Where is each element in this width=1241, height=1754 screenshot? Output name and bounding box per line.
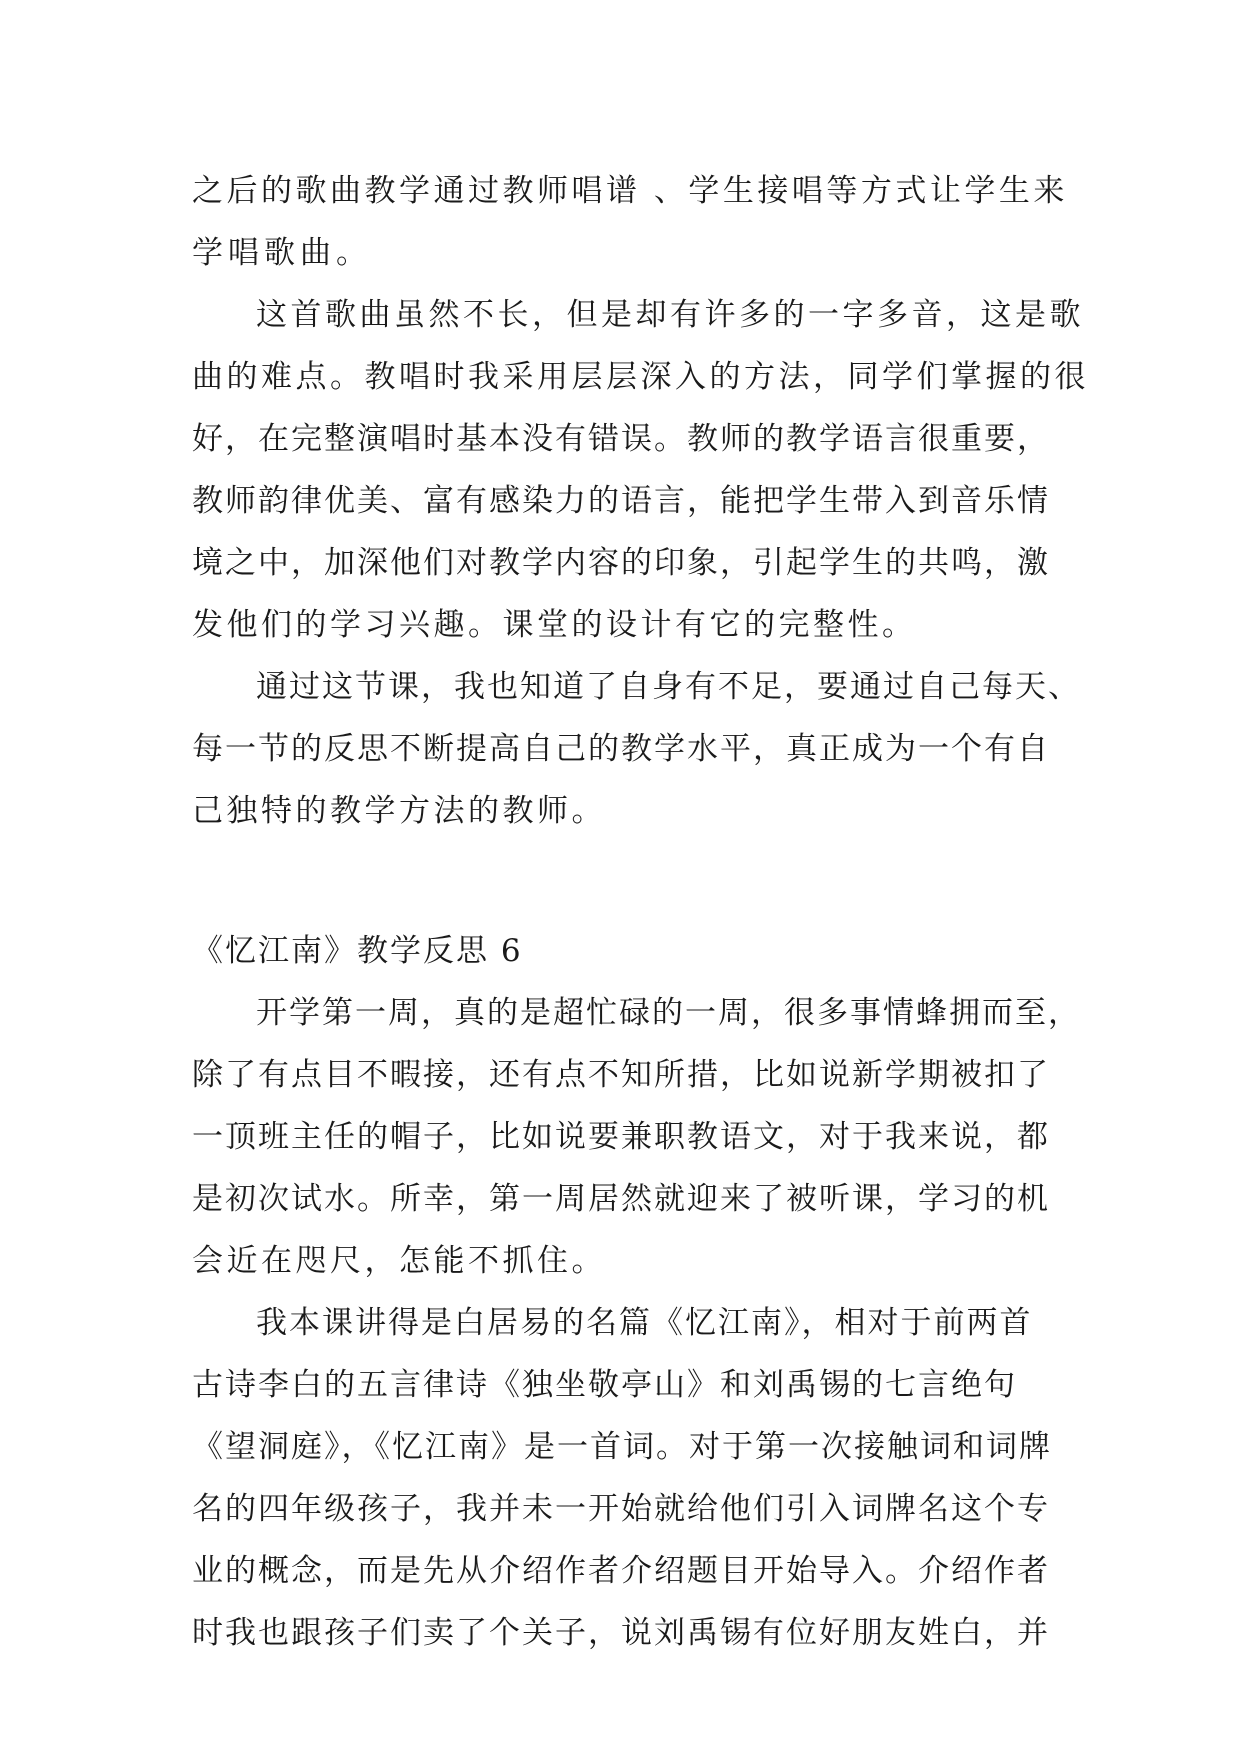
paragraph-line: 好，在完整演唱时基本没有错误。教师的教学语言很重要， [192, 421, 1050, 457]
paragraph-line: 古诗李白的五言律诗《独坐敬亭山》和刘禹锡的七言绝句 [192, 1367, 1017, 1403]
paragraph-line: 名的四年级孩子，我并未一开始就给他们引入词牌名这个专 [192, 1491, 1050, 1527]
paragraph-line: 境之中，加深他们对教学内容的印象，引起学生的共鸣，激 [192, 545, 1050, 581]
paragraph-line: 曲的难点。教唱时我采用层层深入的方法，同学们掌握的很 [192, 359, 1089, 395]
paragraph-line: 这首歌曲虽然不长，但是却有许多的一字多音，这是歌 [256, 297, 1084, 333]
paragraph-line: 教师韵律优美、富有感染力的语言，能把学生带入到音乐情 [192, 483, 1050, 519]
paragraph-line: 会近在咫尺，怎能不抓住。 [192, 1243, 606, 1279]
paragraph-line: 是初次试水。所幸，第一周居然就迎来了被听课，学习的机 [192, 1181, 1050, 1217]
paragraph-line: 通过这节课，我也知道了自身有不足，要通过自己每天、 [256, 669, 1081, 705]
paragraph-line: 开学第一周，真的是超忙碌的一周，很多事情蜂拥而至， [256, 995, 1081, 1031]
section-spacer [192, 842, 1052, 920]
paragraph-line: 己独特的教学方法的教师。 [192, 793, 606, 829]
paragraph-line: 一顶班主任的帽子，比如说要兼职教语文，对于我来说，都 [192, 1119, 1050, 1155]
paragraph-line: 学唱歌曲。 [192, 235, 372, 271]
paragraph-line: 每一节的反思不断提高自己的教学水平，真正成为一个有自 [192, 731, 1050, 767]
paragraph-line: 我本课讲得是白居易的名篇《忆江南》，相对于前两首 [256, 1305, 1033, 1341]
paragraph-line: 之后的歌曲教学通过教师唱谱 、学生接唱等方式让学生来 [192, 173, 1068, 209]
paragraph-line: 时我也跟孩子们卖了个关子，说刘禹锡有位好朋友姓白，并 [192, 1615, 1050, 1651]
paragraph-line: 业的概念，而是先从介绍作者介绍题目开始导入。介绍作者 [192, 1553, 1050, 1589]
paragraph-line: 《望洞庭》，《忆江南》是一首词。对于第一次接触词和词牌 [192, 1429, 1052, 1465]
document-body [192, 160, 1089, 1664]
section-heading: 《忆江南》教学反思 6 [192, 933, 523, 969]
paragraph-line: 除了有点目不暇接，还有点不知所措，比如说新学期被扣了 [192, 1057, 1050, 1093]
paragraph-line: 发他们的学习兴趣。课堂的设计有它的完整性。 [192, 607, 917, 643]
